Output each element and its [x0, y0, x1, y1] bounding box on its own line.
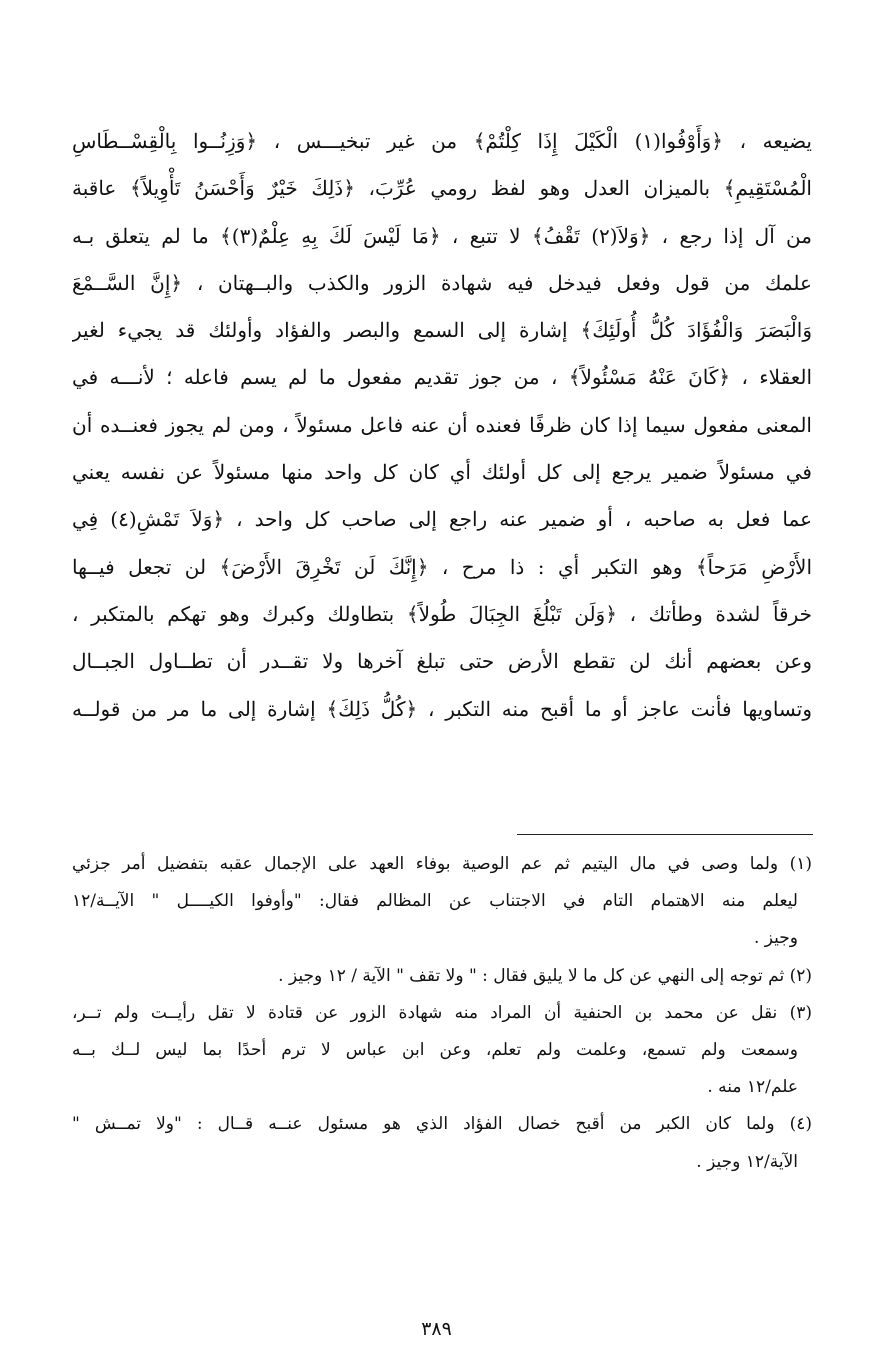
- footnote-line: الآية/١٢ وجيز .: [696, 1151, 798, 1172]
- text-line: علمك من قول وفعل فيدخل فيه شهادة الزور والكذب والبــهتان ، ﴿إِنَّ السَّــمْعَ: [72, 270, 812, 295]
- page-number: ٣٨٩: [421, 1318, 452, 1340]
- text-line: الْمُسْتَقِيمِ﴾ بالميزان العدل وهو لفظ رومي عُرِّبَ، ﴿ذَلِكَ خَيْرٌ وَأَحْسَنُ تَأْوِيلاً﴾ عاقبة: [72, 176, 812, 201]
- footnote-line: ليعلم منه الاهتمام التام في الاجتناب عن المظالم فقال: "وأوفوا الكيــــل " الآيــة/١٢: [72, 891, 798, 912]
- footnote-line: (١) ولما وصى في مال اليتيم ثم عم الوصية بوفاء العهد على الإجمال عقبه بتفضيل أمر جزئي: [72, 854, 812, 874]
- main-text: [72, 118, 812, 733]
- text-line: المعنى مفعول سيما إذا كان ظرفًا فعنده أن عنه فاعل مسئولاً ، ومن لم يجوز فعنــده أن: [72, 412, 812, 437]
- text-line: عما فعل به صاحبه ، أو ضمير عنه راجع إلى صاحب كل واحد ، ﴿وَلاَ تَمْشِ(٤) فِي: [72, 507, 812, 532]
- text-line: وتساويها فأنت عاجز أو ما أقبح منه التكبر ، ﴿كُلُّ ذَلِكَ﴾ إشارة إلى ما مر من قولــه: [72, 696, 812, 721]
- text-line: يضيعه ، ﴿وَأَوْفُوا(١) الْكَيْلَ إِذَا كِلْتُمْ﴾ من غير تبخيـــس ، ﴿وَزِنُــوا بِالْقِسْــطَاسِ: [72, 129, 812, 153]
- footnote-line: (٤) ولما كان الكبر من أقبح خصال الفؤاد الذي هو مسئول عنــه قــال : "ولا تمــش ": [72, 1114, 812, 1135]
- footnote-line: (٣) نقل عن محمد بن الحنفية أن المراد منه شهادة الزور عن قتادة لا تقل رأيــت ولم تــر،: [72, 1002, 812, 1023]
- text-line: في مسئولاً ضمير يرجع إلى كل أولئك أي كان كل واحد منها مسئولاً عن نفسه يعني: [72, 460, 812, 485]
- text-line: العقلاء ، ﴿كَانَ عَنْهُ مَسْئُولاً﴾ ، من جوز تقديم مفعول ما لم يسم فاعله ؛ لأنـــه في: [72, 365, 812, 390]
- footnote-separator: [517, 834, 813, 835]
- text-line: وَالْبَصَرَ وَالْفُؤَادَ كُلُّ أُولَئِكَ﴾ إشارة إلى السمع والبصر والفؤاد وأولئك قد يجيء لغير: [72, 318, 812, 343]
- footnote-line: وسمعت ولم تسمع، وعلمت ولم تعلم، وعن ابن عباس لا ترم أحدًا بما ليس لــك بــه: [72, 1039, 798, 1060]
- footnote-line: وجيز .: [753, 928, 798, 949]
- text-line: وعن بعضهم أنك لن تقطع الأرض حتى تبلغ آخرها ولا تقــدر أن تطــاول الجبــال: [72, 649, 812, 674]
- footnote-line: (٢) ثم توجه إلى النهي عن كل ما لا يليق فقال : " ولا تقف " الآية / ١٢ وجيز .: [278, 965, 812, 986]
- footnote-line: علم/١٢ منه .: [707, 1077, 798, 1098]
- text-line: من آل إذا رجع ، ﴿وَلاَ(٢) تَقْفُ﴾ لا تتبع ، ﴿مَا لَيْسَ لَكَ بِهِ عِلْمٌ(٣)﴾ ما لم يتعلق بـه: [72, 223, 812, 248]
- text-line: خرقاً لشدة وطأتك ، ﴿وَلَن تَبْلُغَ الجِبَالَ طُولاً﴾ بتطاولك وكبرك وهو تهكم بالمتكبر ،: [72, 601, 812, 626]
- text-line: الأَرْضِ مَرَحاً﴾ وهو التكبر أي : ذا مرح ، ﴿إِنَّكَ لَن تَخْرِقَ الأَرْضَ﴾ لن تجعل فيــها: [72, 554, 812, 579]
- footnotes: [72, 846, 812, 1181]
